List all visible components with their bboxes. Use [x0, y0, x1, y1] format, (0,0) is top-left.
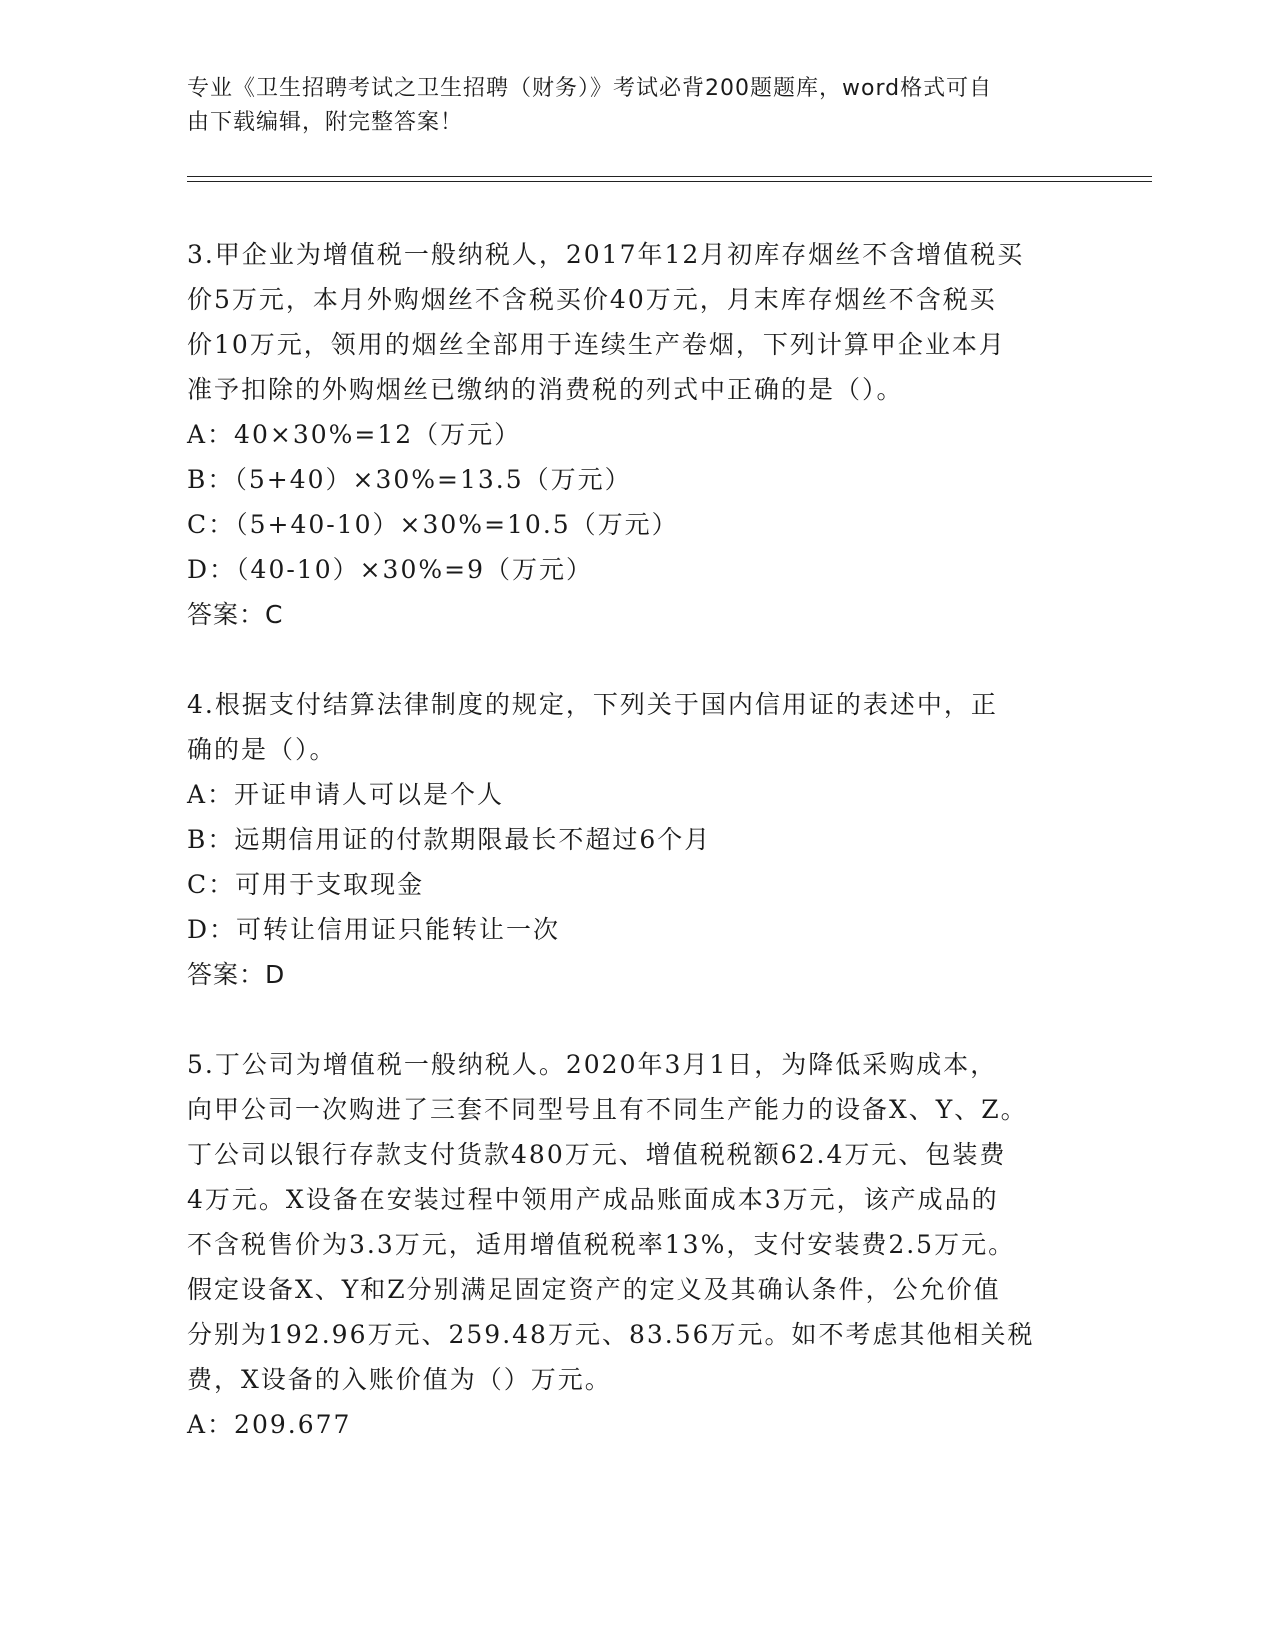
- option-d: D：可转让信用证只能转让一次: [187, 915, 561, 944]
- stem-line: 确的是（）。: [187, 735, 337, 764]
- question-3: [187, 232, 1087, 637]
- stem-line: 价5万元，本月外购烟丝不含税买价40万元，月末库存烟丝不含税买: [187, 285, 997, 314]
- stem-line: 4.根据支付结算法律制度的规定，下列关于国内信用证的表述中，正: [187, 690, 998, 719]
- stem-line: 费，X设备的入账价值为（）万元。: [187, 1365, 612, 1394]
- option-a: A：209.677: [187, 1410, 352, 1439]
- question-list: [187, 232, 1087, 1447]
- option-b: B：远期信用证的付款期限最长不超过6个月: [187, 825, 712, 854]
- header-divider-bottom: [187, 181, 1152, 182]
- stem-line: 4万元。X设备在安装过程中领用产成品账面成本3万元，该产成品的: [187, 1185, 999, 1214]
- document-header: [187, 72, 1087, 140]
- stem-line: 5.丁公司为增值税一般纳税人。2020年3月1日，为降低采购成本，: [187, 1050, 998, 1079]
- stem-line: 假定设备X、Y和Z分别满足固定资产的定义及其确认条件，公允价值: [187, 1275, 1001, 1304]
- question-stem: [187, 682, 1087, 772]
- stem-line: 3.甲企业为增值税一般纳税人，2017年12月初库存烟丝不含增值税买: [187, 240, 1025, 269]
- option-c: C：可用于支取现金: [187, 870, 425, 899]
- answer: 答案：D: [187, 960, 286, 989]
- option-b: B：（5+40）×30%=13.5（万元）: [187, 465, 632, 494]
- option-d: D：（40-10）×30%=9（万元）: [187, 555, 593, 584]
- question-5: [187, 1042, 1087, 1447]
- stem-line: 丁公司以银行存款支付货款480万元、增值税税额62.4万元、包装费: [187, 1140, 1007, 1169]
- spacer: [187, 997, 1087, 1042]
- stem-line: 分别为192.96万元、259.48万元、83.56万元。如不考虑其他相关税: [187, 1320, 1035, 1349]
- spacer: [187, 637, 1087, 682]
- header-line-1: 专业《卫生招聘考试之卫生招聘（财务）》考试必背200题题库，word格式可自: [187, 76, 993, 101]
- stem-line: 准予扣除的外购烟丝已缴纳的消费税的列式中正确的是（）。: [187, 375, 904, 404]
- option-a: A：40×30%=12（万元）: [187, 420, 522, 449]
- stem-line: 不含税售价为3.3万元，适用增值税税率13%，支付安装费2.5万元。: [187, 1230, 1016, 1259]
- option-a: A：开证申请人可以是个人: [187, 780, 505, 809]
- header-line-2: 由下载编辑，附完整答案！: [187, 110, 464, 135]
- stem-line: 向甲公司一次购进了三套不同型号且有不同生产能力的设备X、Y、Z。: [187, 1095, 1028, 1124]
- header-divider-top: [187, 176, 1152, 177]
- stem-line: 价10万元，领用的烟丝全部用于连续生产卷烟，下列计算甲企业本月: [187, 330, 1006, 359]
- question-4: [187, 682, 1087, 997]
- option-c: C：（5+40-10）×30%=10.5（万元）: [187, 510, 679, 539]
- question-stem: [187, 1042, 1087, 1402]
- question-stem: [187, 232, 1087, 412]
- answer: 答案：C: [187, 600, 284, 629]
